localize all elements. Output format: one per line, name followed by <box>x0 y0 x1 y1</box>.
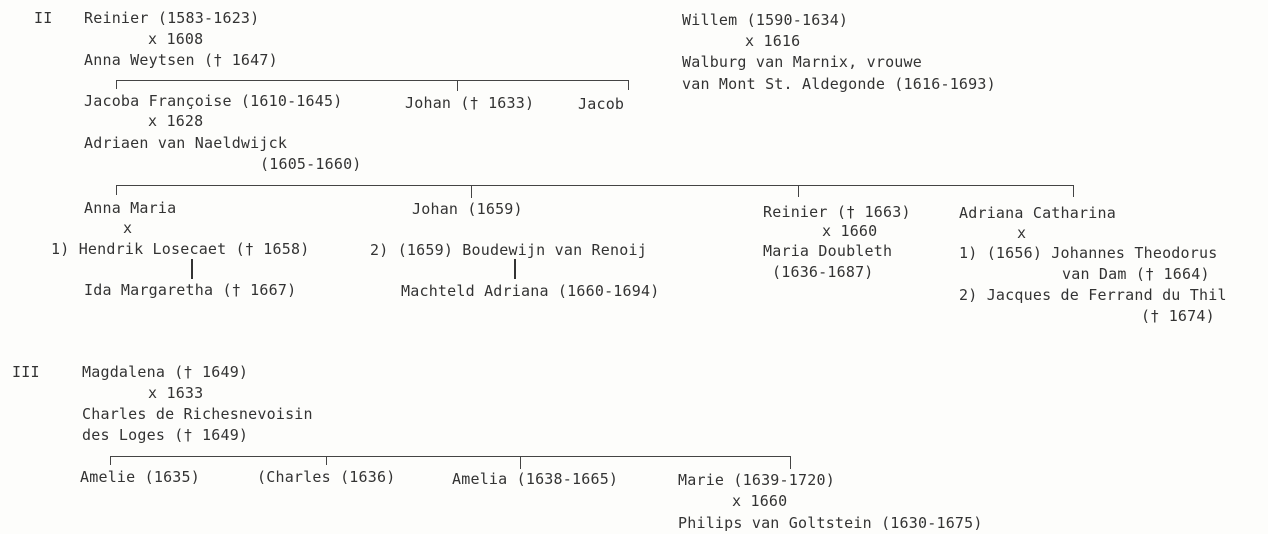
spouse-boudewijn-van-renoij: 2) (1659) Boudewijn van Renoij <box>370 241 647 259</box>
marriage-jacoba: x 1628 <box>148 112 204 130</box>
spouse-johannes-theodorus-line1: 1) (1656) Johannes Theodorus <box>959 244 1218 262</box>
person-jacoba-francoise: Jacoba Françoise (1610-1645) <box>84 92 343 110</box>
descent-tick-jacoba <box>116 80 117 89</box>
descent-tick-jacob <box>628 80 629 90</box>
person-anna-maria: Anna Maria <box>84 199 177 217</box>
spouse-adriaen-line2: (1605-1660) <box>260 155 362 173</box>
descent-tick-amelie <box>110 456 111 465</box>
person-jacob: Jacob <box>578 95 625 113</box>
person-reinier-1663: Reinier († 1663) <box>763 203 911 221</box>
descent-line-ida <box>191 259 193 279</box>
person-marie: Marie (1639-1720) <box>678 471 835 489</box>
generation-label-ii: II <box>34 9 53 27</box>
person-amelia: Amelia (1638-1665) <box>452 470 619 488</box>
marriage-reinier: x 1608 <box>148 30 204 48</box>
person-willem: Willem (1590-1634) <box>682 11 849 29</box>
spouse-charles-line2: des Loges († 1649) <box>82 426 249 444</box>
descent-tick-marie <box>790 456 791 469</box>
person-adriana-catharina: Adriana Catharina <box>959 204 1116 222</box>
person-magdalena: Magdalena († 1649) <box>82 363 249 381</box>
spouse-jacques-de-ferrand-line1: 2) Jacques de Ferrand du Thil <box>959 286 1227 304</box>
descent-tick-johan-1659 <box>471 185 472 198</box>
person-ida-margaretha: Ida Margaretha († 1667) <box>84 281 297 299</box>
spouse-maria-doubleth-line1: Maria Doubleth <box>763 242 893 260</box>
marriage-willem: x 1616 <box>745 32 801 50</box>
descent-bar-magdalena <box>110 456 791 457</box>
person-charles: (Charles (1636) <box>257 468 396 486</box>
descent-tick-anna-maria <box>116 185 117 195</box>
descent-tick-charles <box>326 456 327 465</box>
marriage-anna-maria: x <box>123 219 133 237</box>
descent-tick-adriana <box>1073 185 1074 197</box>
generation-label-iii: III <box>12 363 40 381</box>
descent-tick-johan <box>457 80 458 91</box>
marriage-magdalena: x 1633 <box>148 384 204 402</box>
person-amelie: Amelie (1635) <box>80 468 200 486</box>
spouse-charles-line1: Charles de Richesnevoisin <box>82 405 313 423</box>
person-reinier: Reinier (1583-1623) <box>84 9 260 27</box>
spouse-hendrik-losecaet: 1) Hendrik Losecaet († 1658) <box>51 240 310 258</box>
spouse-walburg-line2: van Mont St. Aldegonde (1616-1693) <box>682 75 996 93</box>
spouse-johannes-theodorus-line2: van Dam († 1664) <box>1062 265 1210 283</box>
descent-bar-reinier <box>116 80 629 81</box>
marriage-reinier-1660: x 1660 <box>822 222 878 240</box>
descent-tick-amelia <box>520 456 521 469</box>
spouse-jacques-de-ferrand-line2: († 1674) <box>1141 307 1215 325</box>
spouse-walburg-line1: Walburg van Marnix, vrouwe <box>682 53 922 71</box>
descent-bar-jacoba <box>116 185 1074 186</box>
spouse-anna-weytsen: Anna Weytsen († 1647) <box>84 51 278 69</box>
spouse-maria-doubleth-line2: (1636-1687) <box>772 263 874 281</box>
person-johan-1633: Johan († 1633) <box>405 94 535 112</box>
spouse-adriaen-line1: Adriaen van Naeldwijck <box>84 134 288 152</box>
descent-line-machteld <box>514 259 516 279</box>
spouse-philips-van-goltstein: Philips van Goltstein (1630-1675) <box>678 514 983 532</box>
person-johan-1659: Johan (1659) <box>412 200 523 218</box>
marriage-adriana: x <box>1017 224 1027 242</box>
person-machteld-adriana: Machteld Adriana (1660-1694) <box>401 282 660 300</box>
descent-tick-reinier-1663 <box>798 185 799 197</box>
marriage-marie: x 1660 <box>732 492 788 510</box>
